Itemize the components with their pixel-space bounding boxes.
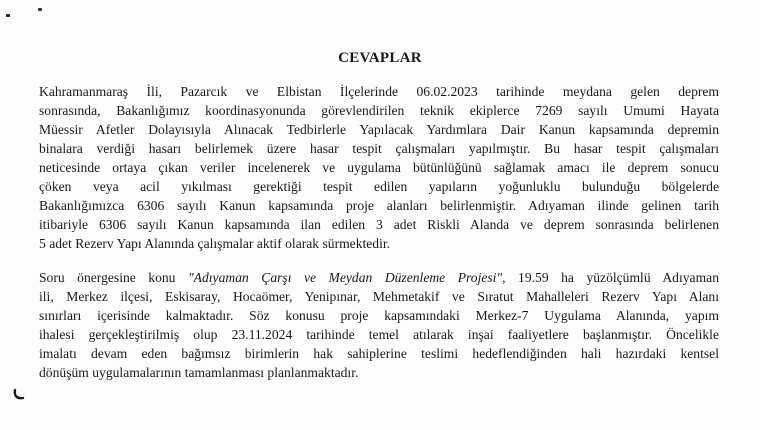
paragraph-1: [39, 82, 719, 253]
text-fragment: Soru önergesine konu: [39, 270, 188, 285]
text-line: 5 adet Rezerv Yapı Alanında çalışmalar aktif olarak sürmektedir.: [39, 236, 391, 251]
text-line: binalara verdiği hasarı belirlemek üzere hasar tespit çalışmaları yapılmıştır. Bu hasar tespit çalışmaları: [39, 141, 719, 156]
text-fragment: , 19.59 ha yüzölçümlü Adıyaman: [502, 270, 719, 285]
text-line: neticesinde ortaya çıkan veriler incelenerek ve uygulama bütünlüğünü sağlamak amacı ile deprem sonucu: [39, 160, 719, 175]
document-title: CEVAPLAR: [338, 50, 422, 66]
scan-mark: [6, 14, 10, 17]
scan-artifact-mark: [12, 388, 26, 402]
text-line: Bakanlığımızca 6306 sayılı Kanun kapsamında proje alanları belirlenmiştir. Adıyaman ilinde gelinen tarih: [39, 198, 719, 213]
text-line: Kahramanmaraş İli, Pazarcık ve Elbistan İlçelerinde 06.02.2023 tarihinde meydana gelen deprem: [39, 84, 719, 99]
paragraph-2: [39, 268, 719, 382]
text-line: sonrasında, Bakanlığımız koordinasyonunda görevlendirilen teknik ekiplerce 7269 sayılı Umumi Hayata: [39, 103, 719, 118]
text-line: ili, Merkez ilçesi, Eskisaray, Hocaömer, Yenipınar, Mehmetakif ve Sıratut Mahalleleri Rezerv Yapı Alanı: [39, 289, 719, 304]
text-line: çöken veya acil yıkılması gerektiği tespit edilen yapıların yoğunluklu bulunduğu bölgelerde: [39, 179, 719, 194]
text-line: Müessir Afetler Dolayısıyla Alınacak Tedbirlerle Yapılacak Yardımlara Dair Kanun kapsamında depremin: [39, 122, 719, 137]
scan-mark: [38, 8, 42, 11]
text-line: ihalesi gerçekleştirilmiş olup 23.11.2024 tarihinde temel atılarak inşai faaliyetlere başlanmıştır. Öncelikle: [39, 327, 719, 342]
text-line: dönüşüm uygulamalarının tamamlanması planlanmaktadır.: [39, 365, 359, 380]
text-line: sınırları içerisinde kalmaktadır. Söz konusu proje kapsamındaki Merkez-7 Uygulama Alanında, yapım: [39, 308, 719, 323]
project-name: "Adıyaman Çarşı ve Meydan Düzenleme Projesi": [187, 270, 503, 285]
text-line: imalatı devam eden bağımsız birimlerin hak sahiplerine teslimi hedeflendiğinden hali hazırdaki kentsel: [39, 346, 719, 361]
text-line: [39, 268, 719, 287]
text-line: itibariyle 6306 sayılı Kanun kapsamında ilan edilen 3 adet Riskli Alanda ve deprem sonrasında belirlenen: [39, 217, 719, 232]
